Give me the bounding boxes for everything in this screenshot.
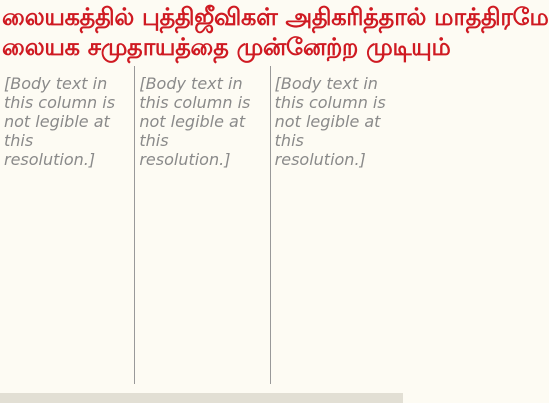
article-column-3 xyxy=(270,66,399,384)
unread-note: [Body text in this column is not legible at this resolution.] xyxy=(274,74,386,169)
article-column-1 xyxy=(4,66,128,384)
headline-line-2: லையக சமுதாயத்தை முன்னேற்ற முடியும் xyxy=(2,33,451,61)
unread-note: [Body text in this column is not legible at this resolution.] xyxy=(139,74,251,169)
headline xyxy=(0,3,549,64)
page-bottom-edge xyxy=(0,393,403,403)
headline-line-1: லையகத்தில் புத்திஜீவிகள் அதிகரித்தால் மாத்திரமே xyxy=(2,3,549,31)
unread-note: [Body text in this column is not legible at this resolution.] xyxy=(4,74,116,169)
article-body xyxy=(4,66,399,384)
article-column-2 xyxy=(134,66,263,384)
